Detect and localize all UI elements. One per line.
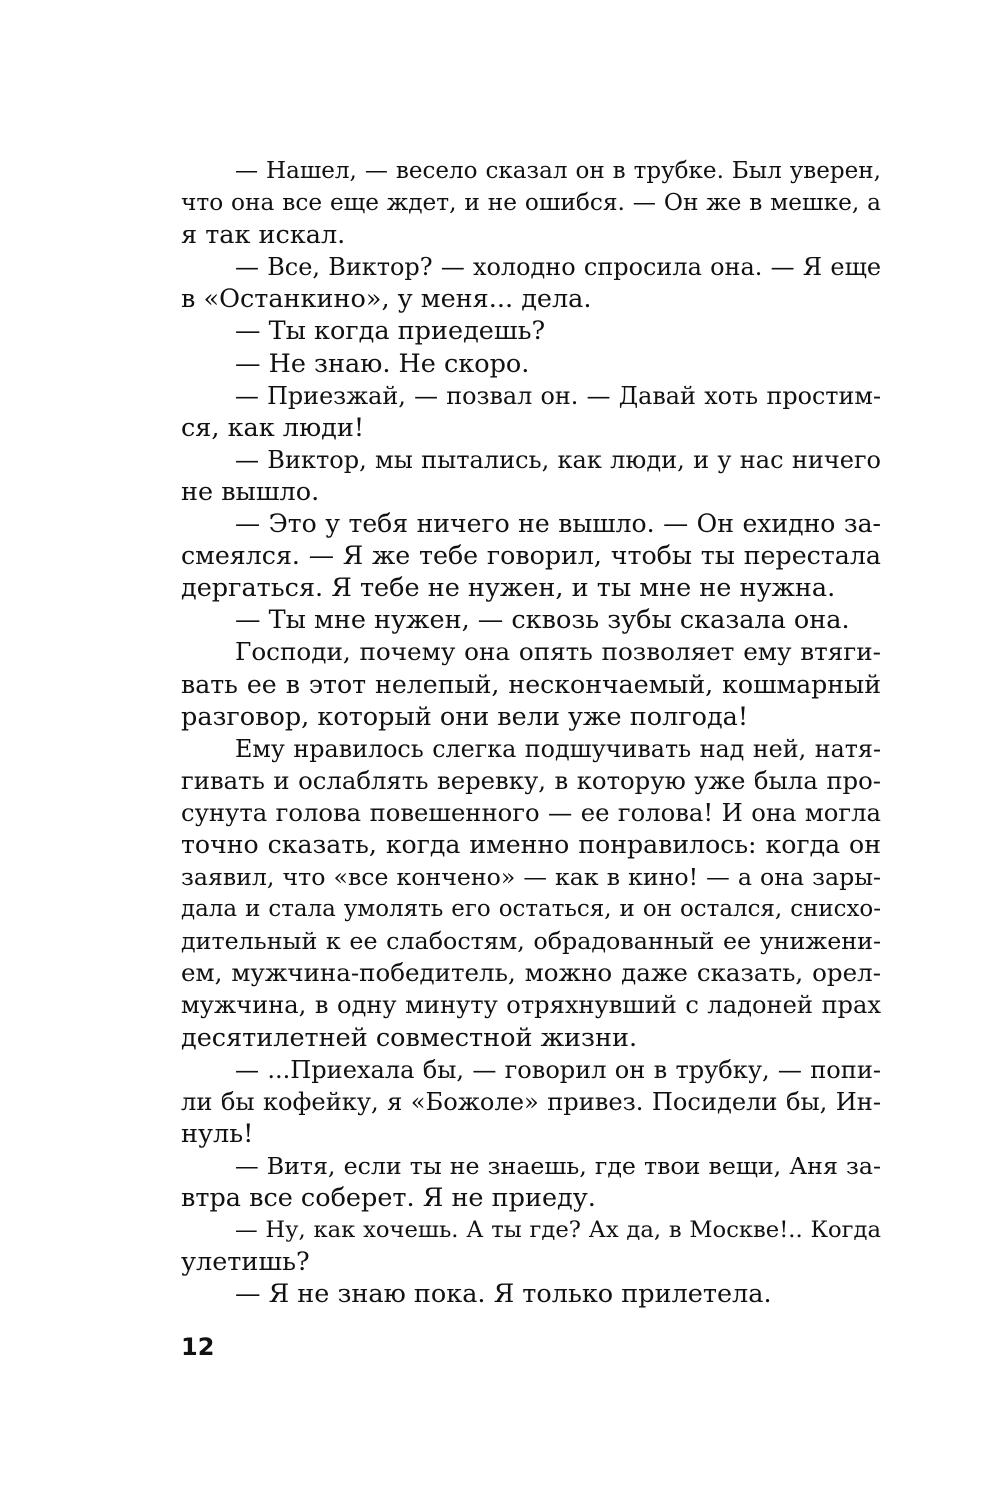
text-line: мужчина, в одну минуту отряхнувший с ладоней прах — [181, 991, 881, 1020]
text-line: я так искал. — [181, 220, 346, 251]
text-line: ся, как люди! — [181, 412, 365, 443]
text-line: сунута голова повешенного — ее голова! И она могла — [181, 797, 881, 827]
text-line: — Это у тебя ничего не вышло. — Он ехидно за- — [235, 509, 881, 539]
text-line: дергаться. Я тебе не нужен, и ты мне не нужна. — [181, 573, 836, 604]
text-line: разговор, который они вели уже полгода! — [181, 701, 749, 732]
text-line: нуль! — [181, 1118, 254, 1149]
text-line: не вышло. — [181, 476, 320, 507]
text-line: дительный к ее слабостям, обрадованный ее унижени- — [181, 927, 881, 956]
text-line: смеялся. — Я же тебе говорил, чтобы ты перестала — [181, 541, 881, 571]
text-line: ем, мужчина-победитель, можно даже сказать, орел- — [181, 958, 881, 988]
text-line: — Приезжай, — позвал он. — Давай хоть простим- — [235, 381, 881, 410]
text-line: — Ну, как хочешь. А ты где? Ах да, в Москве!.. Когда — [235, 1217, 881, 1244]
text-line: десятилетней совместной жизни. — [181, 1022, 638, 1053]
text-line: — ...Приехала бы, — говорил он в трубку, — попи- — [235, 1055, 881, 1084]
text-line: дала и стала умолять его остаться, и он остался, снисхо- — [181, 896, 881, 923]
text-line: что она все еще ждет, и не ошибся. — Он же в мешке, а — [181, 189, 881, 217]
text-line: — Не знаю. Не скоро. — [235, 348, 530, 379]
text-line: — Все, Виктор? — холодно спросила она. — Я еще — [235, 253, 881, 282]
text-line: — Виктор, мы пытались, как люди, и у нас ничего — [235, 445, 881, 474]
text-line: Господи, почему она опять позволяет ему втяги- — [235, 637, 881, 667]
text-line: ли бы кофейку, я «Божоле» привез. Посидели бы, Ин- — [181, 1087, 881, 1116]
body-text — [181, 155, 881, 1310]
text-line: точно сказать, когда именно понравилось: когда он — [181, 829, 881, 859]
text-line: гивать и ослаблять веревку, в которую уже была про- — [181, 765, 881, 795]
text-line: втра все соберет. Я не приеду. — [181, 1183, 596, 1213]
text-line: — Нашел, — весело сказал он в трубке. Был уверен, — [235, 158, 881, 184]
text-line: в «Останкино», у меня... дела. — [181, 284, 592, 315]
text-line: — Витя, если ты не знаешь, где твои вещи, Аня за- — [235, 1151, 881, 1180]
text-line: — Ты мне нужен, — сквозь зубы сказала она. — [235, 605, 850, 636]
text-line: — Я не знаю пока. Я только прилетела. — [235, 1279, 772, 1310]
text-line: заявил, что «все кончено» — как в кино! — а она зары- — [181, 863, 881, 892]
text-line: — Ты когда приедешь? — [235, 316, 546, 347]
text-line: улетишь? — [181, 1247, 310, 1278]
text-line: вать ее в этот нелепый, нескончаемый, кошмарный — [181, 669, 881, 699]
text-line: Ему нравилось слегка подшучивать над ней, натя- — [235, 734, 881, 763]
page-number: 12 — [181, 1333, 215, 1361]
